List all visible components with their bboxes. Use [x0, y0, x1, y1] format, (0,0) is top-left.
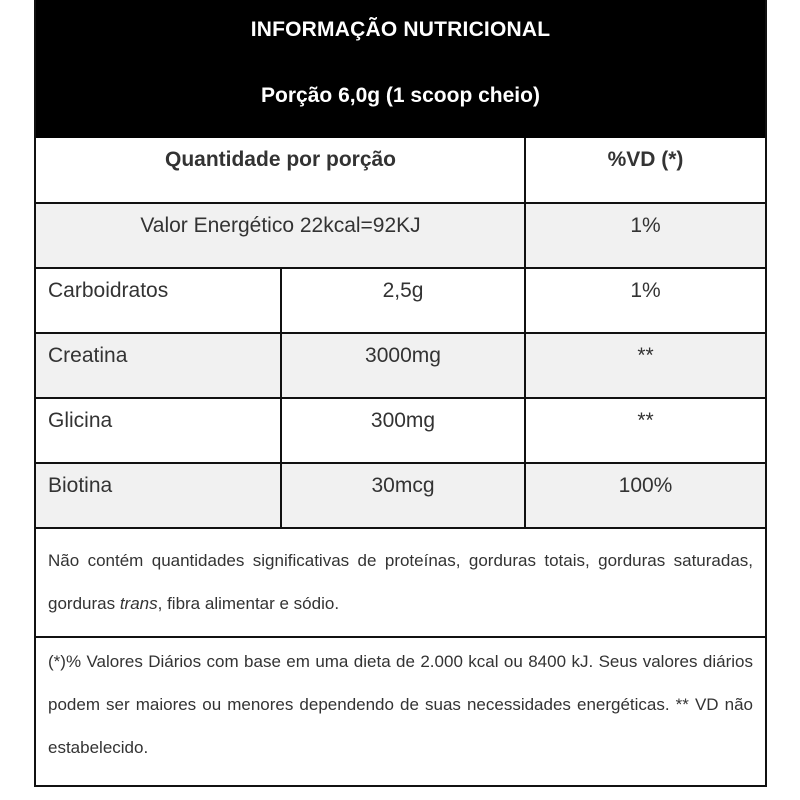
column-header-row: [36, 138, 765, 204]
nutrient-amount: 30mcg: [371, 474, 435, 497]
nutrition-facts-table: [34, 0, 767, 787]
trans-text: trans: [119, 594, 158, 613]
dv-header-cell: [526, 138, 765, 202]
nutrient-name: Carboidratos: [48, 279, 169, 302]
nutrient-dv: **: [637, 409, 654, 432]
energy-label: Valor Energético 22kcal=92KJ: [140, 214, 421, 237]
nutrient-amount: 300mg: [370, 409, 436, 432]
quantity-header-cell: [36, 138, 525, 202]
note-row: [36, 529, 765, 638]
note-not-significant: Não contém quantidades significativas de proteínas, gorduras totais, gorduras saturadas, gorduras trans, fibra alimentar e sódio.: [48, 551, 753, 613]
table-row: [36, 464, 765, 529]
energy-row: [36, 204, 765, 269]
table-header: [36, 0, 765, 138]
quantity-header: Quantidade por porção: [164, 148, 397, 171]
note-daily-values: (*)% Valores Diários com base em uma dieta de 2.000 kcal ou 8400 kJ. Seus valores diários podem ser maiores ou menores dependendo de suas necessidades energéticas. ** VD não estabelecido.: [48, 652, 753, 757]
dv-header: %VD (*): [607, 148, 684, 171]
table-row: [36, 334, 765, 399]
table-row: [36, 269, 765, 334]
energy-dv: 1%: [630, 214, 661, 237]
nutrient-amount: 3000mg: [365, 344, 441, 367]
nutrient-dv: **: [637, 344, 654, 367]
table-row: [36, 399, 765, 464]
nutrient-name: Glicina: [48, 409, 113, 432]
nutrient-dv: 1%: [630, 279, 661, 302]
nutrient-dv: 100%: [618, 474, 673, 497]
nutrient-amount: 2,5g: [382, 279, 424, 302]
nutrient-name: Biotina: [48, 474, 113, 497]
table-title: INFORMAÇÃO NUTRICIONAL: [250, 18, 551, 41]
nutrient-name: Creatina: [48, 344, 128, 367]
portion-size: Porção 6,0g (1 scoop cheio): [261, 84, 540, 107]
